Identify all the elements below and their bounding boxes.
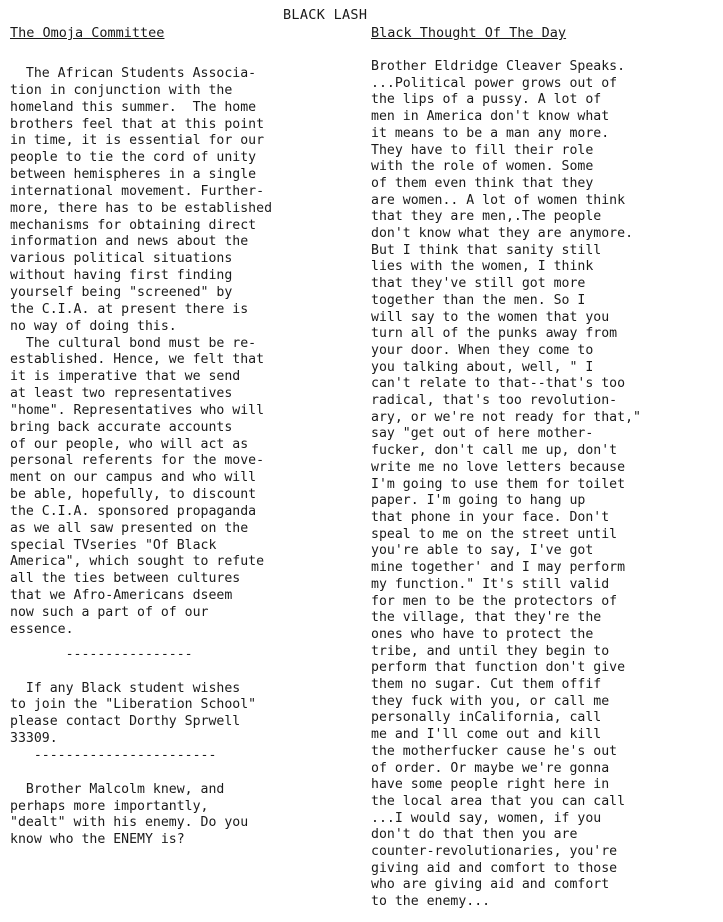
text-line: bring back accurate accounts (10, 419, 233, 435)
text-line: the C.I.A. at present there is (10, 301, 249, 317)
text-line: ...I would say, women, if you (371, 810, 602, 826)
text-line: personal referents for the move- (10, 453, 265, 469)
text-line: men in America don't know what (371, 109, 610, 125)
text-line: perform that function don't give (371, 660, 626, 676)
text-line: you're able to say, I've got (371, 543, 594, 559)
text-line: established. Hence, we felt that (10, 352, 265, 368)
text-line: together than the men. So I (371, 292, 586, 308)
text-line: to join the "Liberation School" (10, 697, 257, 713)
text-line: brothers feel that at this point (10, 116, 265, 132)
text-line: don't do that then you are (371, 827, 578, 843)
text-line: people to tie the cord of unity (10, 150, 257, 166)
text-line: you talking about, well, " I (371, 359, 594, 375)
text-line: essence. (10, 621, 74, 637)
text-line: my function." It's still valid (371, 576, 610, 592)
text-line: turn all of the punks away from (371, 326, 618, 342)
text-line: yourself being "screened" by (10, 284, 233, 300)
masthead-title: BLACK LASH (283, 7, 368, 23)
text-line: for men to be the protectors of (371, 593, 618, 609)
malcolm-note (10, 782, 355, 849)
text-line: will say to the women that you (371, 309, 610, 325)
text-line: special TVseries "Of Black (10, 537, 217, 553)
text-line: tribe, and until they begin to (371, 643, 610, 659)
text-line: who are giving aid and comfort (371, 877, 610, 893)
text-line: ones who have to protect the (371, 626, 594, 642)
text-line: it means to be a man any more. (371, 125, 610, 141)
left-column (10, 25, 355, 849)
text-line: personally inCalifornia, call (371, 710, 602, 726)
text-line: fucker, don't call me up, don't (371, 443, 618, 459)
text-line: If any Black student wishes (10, 680, 241, 696)
text-line: giving aid and comfort to those (371, 860, 618, 876)
text-line: no way of doing this. (10, 318, 177, 334)
text-line: perhaps more importantly, (10, 798, 209, 814)
text-line: the village, that they're the (371, 610, 602, 626)
text-line: ary, or we're not ready for that," (371, 409, 641, 425)
text-line: all the ties between cultures (10, 571, 241, 587)
text-line: radical, that's too revolution- (371, 393, 618, 409)
text-line: your door. When they come to (371, 342, 594, 358)
divider-line: ---------------- (10, 646, 193, 662)
text-line: Brother Malcolm knew, and (10, 781, 225, 797)
text-line: of order. Or maybe we're gonna (371, 760, 610, 776)
text-line: Brother Eldridge Cleaver Speaks. (371, 59, 626, 74)
right-column (371, 25, 716, 911)
text-line: with the role of women. Some (371, 159, 594, 175)
text-line: between hemispheres in a single (10, 167, 257, 183)
text-line: I'm going to use them for toilet (371, 476, 626, 492)
text-line: America", which sought to refute (10, 554, 265, 570)
text-line: now such a part of of our (10, 605, 209, 620)
text-line: of our people, who will act as (10, 436, 249, 452)
text-line: lies with the women, I think (371, 259, 594, 275)
text-line: don't know what they are anymore. (371, 226, 634, 242)
divider-line: ----------------------- (10, 747, 217, 763)
text-line: write me no love letters because (371, 459, 626, 475)
text-line: paper. I'm going to hang up (371, 493, 586, 509)
text-line: in time, it is essential for our (10, 133, 265, 149)
text-line: tion in conjunction with the (10, 82, 233, 98)
text-line: at least two representatives (10, 386, 233, 402)
text-line: ...Political power grows out of (371, 75, 618, 91)
black-thought-heading: Black Thought Of The Day (371, 25, 567, 41)
text-line: They have to fill their role (371, 142, 594, 158)
text-line: me and I'll come out and kill (371, 727, 602, 743)
text-line: the lips of a pussy. A lot of (371, 92, 602, 108)
cleaver-quote (371, 59, 716, 911)
text-line: they fuck with you, or call me (371, 693, 610, 709)
text-line: the C.I.A. sponsored propaganda (10, 503, 257, 519)
text-line: information and news about the (10, 234, 249, 250)
text-line: ment on our campus and who will (10, 470, 257, 486)
omoja-article (10, 66, 355, 639)
text-line: mine together' and I may perform (371, 560, 626, 576)
omoja-committee-heading: The Omoja Committee (10, 25, 165, 41)
text-line: to the enemy... (371, 894, 491, 910)
text-line: 33309. (10, 731, 58, 747)
text-line: mechanisms for obtaining direct (10, 217, 257, 233)
text-line: various political situations (10, 251, 233, 267)
text-line: without having first finding (10, 268, 233, 284)
text-line: have some people right here in (371, 777, 610, 793)
text-line: that we Afro-Americans dseem (10, 588, 233, 604)
text-line: it is imperative that we send (10, 369, 241, 385)
text-line: The cultural bond must be re- (10, 335, 257, 351)
text-line: homeland this summer. The home (10, 99, 257, 115)
text-line: know who the ENEMY is? (10, 832, 185, 848)
text-line: But I think that sanity still (371, 242, 602, 258)
text-line: as we all saw presented on the (10, 520, 249, 536)
text-line: the local area that you can call (371, 793, 626, 809)
text-line: are women.. A lot of women think (371, 192, 626, 208)
text-line: that they've still got more (371, 276, 586, 292)
text-line: that phone in your face. Don't (371, 509, 610, 525)
text-line: counter-revolutionaries, you're (371, 844, 618, 860)
text-line: The African Students Associa- (10, 66, 257, 81)
text-line: that they are men,.The people (371, 209, 602, 225)
text-line: the motherfucker cause he's out (371, 743, 618, 759)
text-line: say "get out of here mother- (371, 426, 594, 442)
text-line: more, there has to be established (10, 200, 273, 216)
text-line: please contact Dorthy Sprwell (10, 714, 241, 730)
text-line: "dealt" with his enemy. Do you (10, 815, 249, 831)
text-line: speal to me on the street until (371, 526, 618, 542)
text-line: be able, hopefully, to discount (10, 487, 257, 503)
text-line: international movement. Further- (10, 183, 265, 199)
text-line: them no sugar. Cut them offif (371, 677, 602, 693)
liberation-school-notice (10, 681, 355, 748)
text-line: can't relate to that--that's too (371, 376, 626, 392)
text-line: "home". Representatives who will (10, 402, 265, 418)
text-line: of them even think that they (371, 175, 594, 191)
